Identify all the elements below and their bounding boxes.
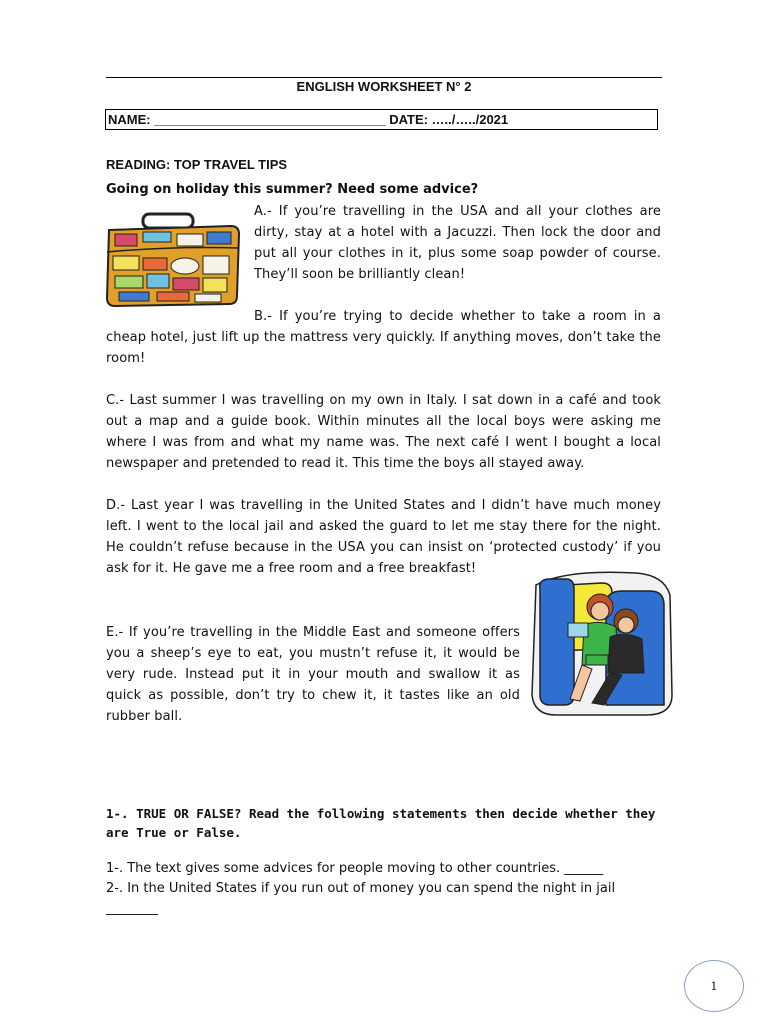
worksheet-title: ENGLISH WORKSHEET N° 2 xyxy=(296,79,472,94)
name-date-box: NAME: ________________________________ DATE: …../…../2021 xyxy=(105,109,658,130)
statement-2: 2-. In the United States if you run out of money you can spend the night in jail ________ xyxy=(106,881,616,916)
exercise-heading: 1-. TRUE OR FALSE? Read the following statements then decide whether they are True or False. xyxy=(106,806,656,840)
suitcase-illustration xyxy=(103,212,243,310)
top-rule xyxy=(106,77,662,78)
statement-1: 1-. The text gives some advices for people moving to other countries. ______ xyxy=(106,861,604,876)
paragraph-a: A.- If you’re travelling in the USA and all your clothes are dirty, stay at a hotel with a Jacuzzi. Then lock the door and put all your clothes in it, plus some soap powder of course. They’ll soon be brilliantly clean! xyxy=(254,204,661,282)
paragraph-b: B.- If you’re trying to decide whether to take a room in a cheap hotel, just lift up the mattress very quickly. If anything moves, don’t take the room! xyxy=(106,309,661,366)
section-heading: READING: TOP TRAVEL TIPS xyxy=(106,157,288,172)
subheading: Going on holiday this summer? Need some advice? xyxy=(106,182,479,197)
paragraph-c: C.- Last summer I was travelling on my own in Italy. I sat down in a café and took out a map and a guide book. Within minutes all the local boys were asking me where I was from and what my name was. The next café I went I bought a local newspaper and pretended to read it. This time the boys all stayed away. xyxy=(106,393,661,471)
paragraph-e: E.- If you’re travelling in the Middle East and someone offers you a sheep’s eye to eat, you mustn’t refuse it, it would be very rude. Instead put it in your mouth and swallow it as quick as possible, don’t try to chew it, it tastes like an old rubber ball. xyxy=(106,625,520,724)
airplane-passengers-illustration xyxy=(526,565,676,721)
paragraph-d: D.- Last year I was travelling in the United States and I didn’t have much money left. I went to the local jail and asked the guard to let me stay there for the night. He couldn’t refuse because in the USA you can insist on ‘protected custody’ if you ask for it. He gave me a free room and a free breakfast! xyxy=(106,498,661,576)
page-number: 1 xyxy=(684,960,744,1012)
